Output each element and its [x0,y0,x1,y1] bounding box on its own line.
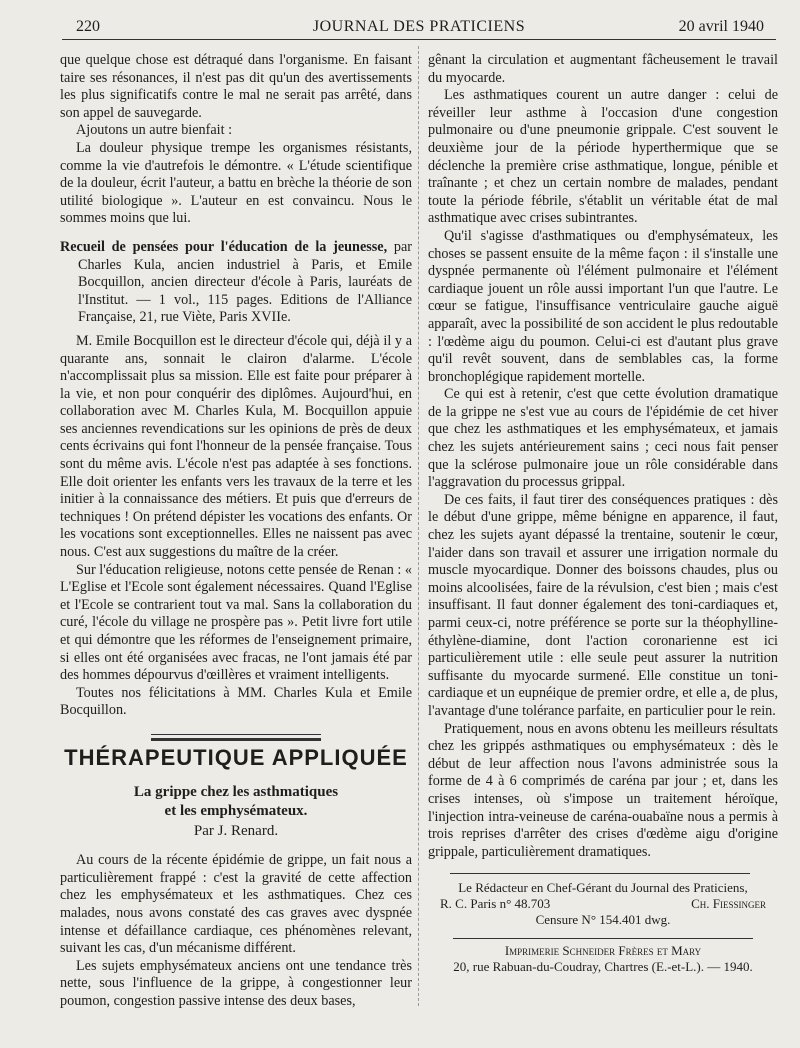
printer-imprint [428,938,778,975]
paragraph: Qu'il s'agisse d'asthmatiques ou d'emphysémateux, les choses se passent ensuite de la même façon : il s'installe une dyspnée permanente où l'élément pulmonaire et l'élément cardiaque jouent un rôle aussi important l'un que l'autre. Le cœur se fatigue, l'insuffisance ventriculaire gauche aiguë apparaît, avec la possibilité de son accident le plus redoutable : l'œdème aigu du poumon. Celui-ci est d'autant plus grave qu'il revêt souvent, dans de semblables cas, la forme bronchoplégique rapidement mortelle. [428,227,778,385]
printer-address: 20, rue Rabuan-du-Coudray, Chartres (E.-et-L.). — 1940. [453,959,753,975]
paragraph: gênant la circulation et augmentant fâcheusement le travail du myocarde. [428,52,778,86]
right-column [428,52,778,975]
paragraph: Toutes nos félicitations à MM. Charles Kula et Emile Bocquillon. [60,684,412,719]
section-rule [151,734,321,735]
book-review-citation [60,239,412,327]
imprint-editor-name: Ch. Fiessinger [691,896,766,912]
paragraph: Ce qui est à retenir, c'est que cette évolution dramatique de la grippe ne s'est vue au cours de l'épidémie de cet hiver que chez les asthmatiques et les emphysémateux, et jamais chez les sujets antérieurement sains ; ceci nous fait penser que la sclérose pulmonaire joue un rôle considérable dans l'aggravation du processus grippal. [428,386,778,491]
paragraph: Les asthmatiques courent un autre danger : celui de réveiller leur asthme à l'occasion d'une congestion pulmonaire ou d'une pneumonie grippale. C'est souvent le deuxième jour de la période hyperthermique que se déclenche la première crise asthmatique, longue, pénible et traînante ; et chez un certain nombre de malades, pendant toute la période fébrile, s'établit un véritable état de mal asthmatique avec crises subintrantes. [428,87,778,227]
paragraph: que quelque chose est détraqué dans l'organisme. En faisant taire ses résonances, il n'est pas dit qu'un des avertissements les plus significatifs contre le mal ne serait pas arrêté, dans son appel de sauvegarde. [60,52,412,121]
article-body [60,852,412,1010]
book-review-details: par Charles Kula, ancien industriel à Paris, et Emile Bocquillon, ancien directeur d'école à Paris, lauréats de l'Institut. — 1 vol., 115 pages. Editions de l'Alliance Française, 21, rue Viète, Paris XVIIe. [78,238,412,326]
issue-date: 20 avril 1940 [678,18,764,35]
imprint-censure: Censure N° 154.401 dwg. [535,912,671,928]
imprint-editor-line: Le Rédacteur en Chef-Gérant du Journal des Praticiens, [458,880,748,896]
journal-title: JOURNAL DES PRATICIENS [312,18,526,35]
article-author: Par J. Renard. [193,822,279,839]
printer-rule [453,938,753,939]
paragraph: La douleur physique trempe les organismes résistants, comme la vie d'autrefois le démontre. « L'étude scientifique de la douleur, écrit l'auteur, a battu en brèche la théorie de son utilité biologique ». L'auteur en est convaincu. Nous le sommes moins que lui. [60,139,412,227]
imprint-rc: R. C. Paris n° 48.703 [440,896,551,912]
book-review-title: Recueil de pensées pour l'éducation de la jeunesse, [60,238,388,255]
imprint-rc-line [428,896,778,912]
printer-name: Imprimerie Schneider Frères et Mary [504,943,702,959]
section-heading: THÉRAPEUTIQUE APPLIQUÉE [64,744,408,770]
paragraph: Les sujets emphysémateux anciens ont une tendance très nette, sous l'influence de la grippe, à congestionner leur poumon, congestion passive intense des deux bases, [60,957,412,1009]
footer-rule [450,873,750,874]
paragraph: De ces faits, il faut tirer des conséquences pratiques : dès le début d'une grippe, même bénigne en apparence, il faut, chez les sujets ayant dépassé la trentaine, soutenir le cœur, l'aider dans son travail et assurer une irrigation normale du muscle myocardique. Donner des boissons chaudes, plus ou moins alcoolisées, faire de la révulsion, c'est bien ; mais c'est insuffisant. Il faut donner également des toni-cardiaques et, parmi ceux-ci, notre préférence se porte sur la théophylline-éthylène-diamine, dont l'action coronarienne est ici particulièrement utile : elle seule peut assurer la nutrition suffisante du myocarde surmené. Elle constitue un toni-cardiaque et un eupnéique de premier ordre, et elle a, de plus, l'avantage d'une tolérance parfaite, en particulier pour le rein. [428,491,778,719]
section-rule-thick [151,738,321,741]
editor-imprint [428,880,778,928]
paragraph: Pratiquement, nous en avons obtenu les meilleurs résultats chez les grippés asthmatiques ou emphysémateux : dès le début de leur affection nous l'avons administrée sous la forme de 4 à 6 comprimés de caréna par jour ; et, dans les crises intenses, où s'impose un traitement héroïque, l'injection intra-veineuse de caréna-ouabaïne nous a permis à trois reprises d'arrêter des crises d'œdème aigu d'origine grippale, particulièrement dramatiques. [428,720,778,860]
column-divider [418,46,419,1006]
page-header [62,16,776,40]
page-number: 220 [76,18,100,35]
article-title: La grippe chez les asthmatiques et les emphysémateux. [133,783,339,819]
paragraph: M. Emile Bocquillon est le directeur d'école qui, déjà il y a quarante ans, sonnait le clairon d'alarme. L'école n'accomplissait plus sa mission. Elle est faite pour préparer à la vie, et non pour conquérir des diplômes. Aujourd'hui, en collaboration avec M. Charles Kula, M. Bocquillon appuie ses anciennes revendications sur les opinions de près de deux cents écrivains qui font l'honneur de la pensée française. Tous sont du même avis. L'école n'est pas adaptée à ses fonctions. Elle doit orienter les enfants vers les travaux de la terre et les initier à la connaissance des métiers. Et puis que d'erreurs de techniques ! On prétend dépister les vocations des enfants. Or les vocations sont exceptionnelles. Elles ne naissent pas avec nous. C'est aux suggestions du maître de la créer. [60,332,412,561]
header-rule [62,39,776,40]
paragraph: Au cours de la récente épidémie de grippe, un fait nous a particulièrement frappé : c'est la gravité de cette affection chez les emphysémateux et les asthmatiques. Chez ces malades, nous avons constaté des cas graves avec dyspnée intense et défaillance cardiaque, ces phénomènes relevant, suivant les cas, d'un mécanisme différent. [60,852,412,957]
paragraph: Ajoutons un autre bienfait : [76,122,233,139]
paragraph: Sur l'éducation religieuse, notons cette pensée de Renan : « L'Eglise et l'Ecole sont également nécessaires. Quand l'Eglise et l'Ecole se contrarient tout va mal. Sans la collaboration du curé, l'école du village ne prospère pas ». Petit livre fort utile et qui démontre que les réformes de l'enseignement primaire, si elles ont été organisées avec fracas, ne l'ont jamais été par des hommes dépourvus d'œillères et vraiment intelligents. [60,561,412,684]
left-column [60,52,412,1011]
